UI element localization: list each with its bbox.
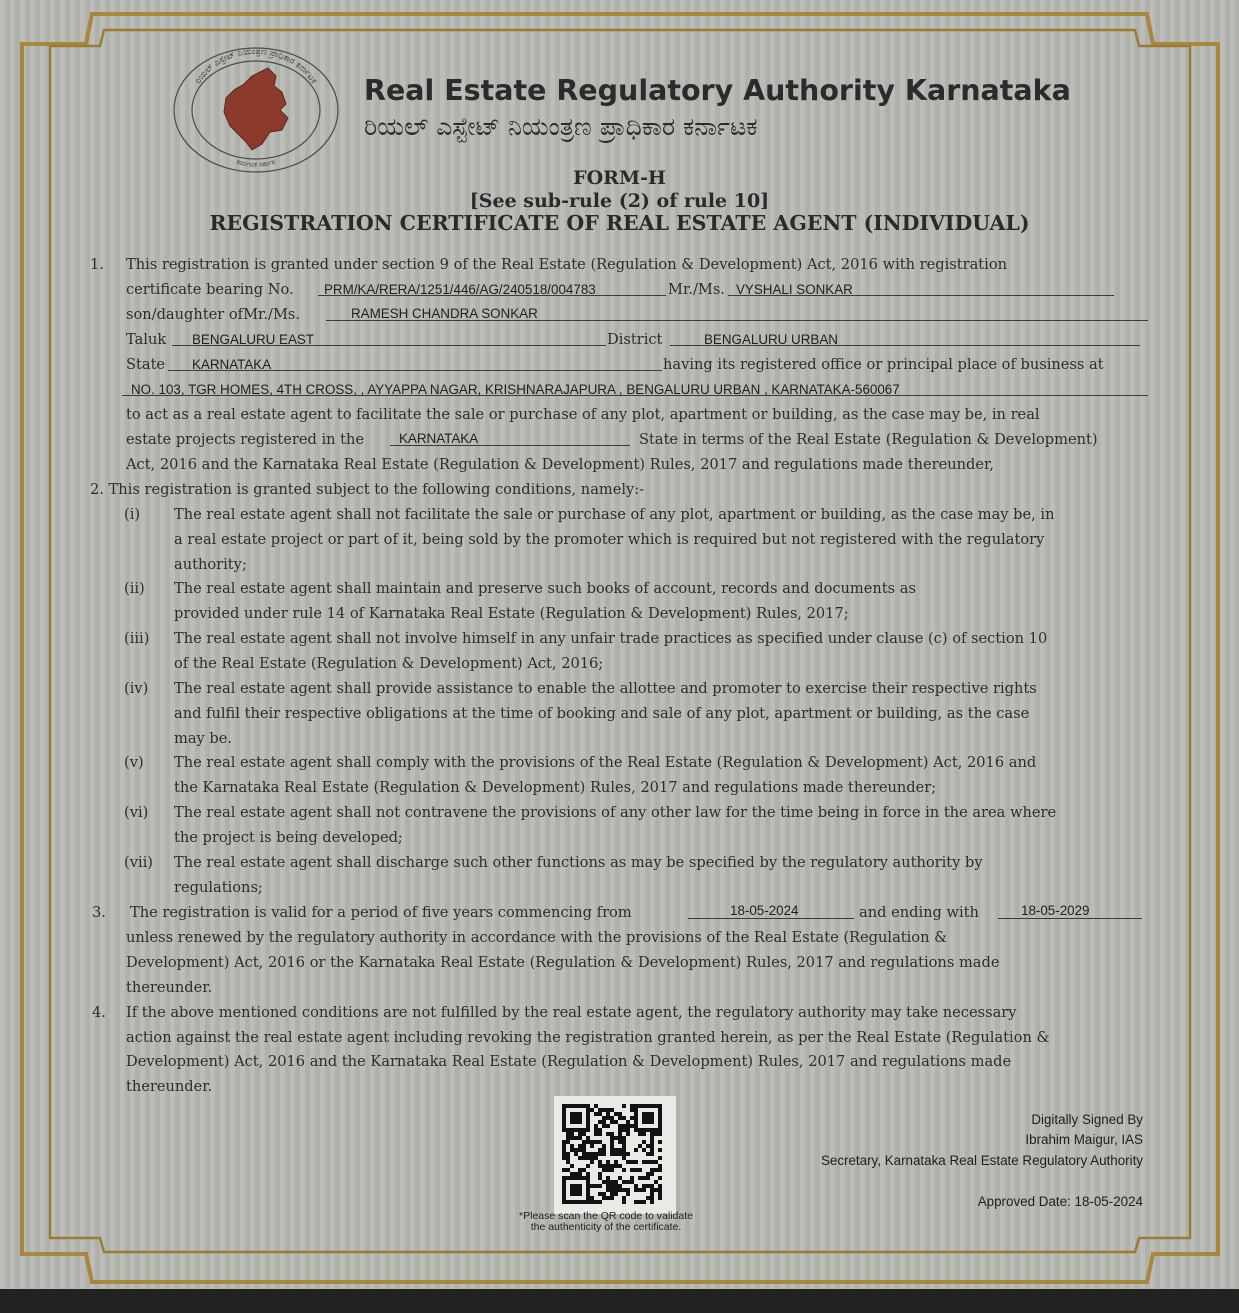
condition-iv-number: (iv) (124, 680, 149, 697)
condition-vi-line-1: The real estate agent shall not contravene the provisions of any other law for the time being in force in the area where (174, 804, 1057, 821)
project-state-value: KARNATAKA (399, 431, 479, 446)
mr-ms-label: Mr./Ms. (668, 281, 725, 298)
parent-name-value: RAMESH CHANDRA SONKAR (351, 306, 538, 321)
clause-3-number: 3. (92, 904, 106, 921)
clause-1-line-7b: State in terms of the Real Estate (Regulation & Development) (639, 431, 1098, 448)
clause-1-line-6: to act as a real estate agent to facilitate the sale or purchase of any plot, apartment or building, as the case may be, in real (126, 406, 1040, 423)
district-value: BENGALURU URBAN (704, 332, 838, 347)
condition-vii-line-1: The real estate agent shall discharge such other functions as may be specified by the regulatory authority by (174, 854, 983, 871)
authority-title-english: Real Estate Regulatory Authority Karnataka (364, 74, 1071, 107)
signature-line-1: Digitally Signed By (1031, 1112, 1143, 1127)
condition-v-line-1: The real estate agent shall comply with the provisions of the Real Estate (Regulation & Development) Act, 2016 and (174, 754, 1037, 771)
seal-ring-top-text: ರಿಯಲ್ ಎಸ್ಟೇಟ್ ನಿಯಂತ್ರಣ ಪ್ರಾಧಿಕಾರ ಕರ್ನಾಟಕ (193, 46, 319, 86)
authority-title-kannada: ರಿಯಲ್ ಎಸ್ಟೇಟ್ ನಿಯಂತ್ರಣ ಪ್ರಾಧಿಕಾರ ಕರ್ನಾಟಕ (364, 112, 758, 141)
clause-1-line-1: This registration is granted under section 9 of the Real Estate (Regulation & Development) Act, 2016 with registration (126, 256, 1008, 273)
condition-ii-line-1: The real estate agent shall maintain and preserve such books of account, records and documents as (174, 580, 916, 597)
qr-note-line-1: *Please scan the QR code to validate (519, 1210, 693, 1222)
condition-iv-line-3: may be. (174, 730, 233, 747)
form-name: FORM-H (573, 167, 666, 189)
valid-from-value: 18-05-2024 (730, 903, 799, 918)
clause-3-line-3: Development) Act, 2016 or the Karnataka Real Estate (Regulation & Development) Rules, 2017 and regulations made (126, 954, 1000, 971)
clause-4-line-2: action against the real estate agent including revoking the registration granted herein, as per the Real Estate (Regulation & (126, 1029, 1050, 1046)
qr-note-line-2: the authenticity of the certificate. (530, 1221, 682, 1233)
certificate-title: REGISTRATION CERTIFICATE OF REAL ESTATE AGENT (INDIVIDUAL) (209, 211, 1030, 235)
approved-date: Approved Date: 18-05-2024 (977, 1194, 1143, 1209)
condition-vii-line-2: regulations; (174, 879, 263, 896)
condition-vi-line-2: the project is being developed; (174, 829, 403, 846)
condition-iv-line-2: and fulfil their respective obligations at the time of booking and sale of any plot, apartment or building, as the case (174, 705, 1030, 722)
condition-iv-line-1: The real estate agent shall provide assistance to enable the allottee and promoter to exercise their respective rights (174, 680, 1037, 697)
clause-1-number: 1. (90, 256, 104, 273)
district-label: District (607, 331, 663, 348)
condition-iii-number: (iii) (124, 630, 150, 647)
condition-i-line-3: authority; (174, 556, 247, 573)
condition-vii-number: (vii) (124, 854, 153, 871)
clause-4-line-1: If the above mentioned conditions are not fulfilled by the real estate agent, the regulatory authority may take necessary (126, 1004, 1017, 1021)
condition-vi-number: (vi) (124, 804, 149, 821)
valid-to-value: 18-05-2029 (1021, 903, 1090, 918)
certificate-no-label: certificate bearing No. (126, 281, 294, 298)
signature-line-2: Ibrahim Maigur, IAS (1025, 1132, 1143, 1147)
clause-3-line-1a: The registration is valid for a period of five years commencing from (130, 904, 632, 921)
form-subrule: [See sub-rule (2) of rule 10] (469, 190, 770, 212)
parent-label: son/daughter ofMr./Ms. (126, 306, 301, 323)
certificate-no-value: PRM/KA/RERA/1251/446/AG/240518/004783 (324, 282, 596, 297)
clause-4-number: 4. (92, 1004, 106, 1021)
condition-ii-number: (ii) (124, 580, 145, 597)
qr-code-icon[interactable] (554, 1096, 676, 1214)
condition-i-line-1: The real estate agent shall not facilitate the sale or purchase of any plot, apartment or building, as the case may be, in (174, 506, 1055, 523)
condition-iii-line-1: The real estate agent shall not involve himself in any unfair trade practices as specified under clause (c) of section 10 (174, 630, 1048, 647)
clause-4-line-3: Development) Act, 2016 and the Karnataka Real Estate (Regulation & Development) Rules, 2017 and regulations made (126, 1053, 1012, 1070)
seal-ring-bottom-text: ಕರ್ನಾಟಕ ಸರ್ಕಾರ (235, 157, 277, 169)
qr-code-container[interactable] (554, 1096, 676, 1214)
qr-note (500, 1211, 712, 1233)
bottom-bar (0, 1289, 1239, 1313)
clause-2-intro: 2. This registration is granted subject to the following conditions, namely:- (90, 481, 645, 498)
signature-line-3: Secretary, Karnataka Real Estate Regulatory Authority (820, 1153, 1143, 1168)
state-label: State (126, 356, 166, 373)
clause-3-line-4: thereunder. (126, 979, 213, 996)
condition-v-line-2: the Karnataka Real Estate (Regulation & Development) Rules, 2017 and regulations made thereunder; (174, 779, 937, 796)
clause-1-line-7a: estate projects registered in the (126, 431, 365, 448)
condition-ii-line-2: provided under rule 14 of Karnataka Real Estate (Regulation & Development) Rules, 2017; (174, 605, 849, 622)
clause-1-line-8: Act, 2016 and the Karnataka Real Estate (Regulation & Development) Rules, 2017 and regulations made thereunder, (126, 456, 994, 473)
condition-v-number: (v) (124, 754, 144, 771)
condition-i-line-2: a real estate project or part of it, being sold by the promoter which is required but not registered with the regulatory (174, 531, 1045, 548)
clause-3-line-2: unless renewed by the regulatory authority in accordance with the provisions of the Real Estate (Regulation & (126, 929, 948, 946)
state-value: KARNATAKA (192, 357, 272, 372)
rera-karnataka-seal (172, 46, 340, 174)
registered-office-label: having its registered office or principal place of business at (663, 356, 1104, 373)
taluk-value: BENGALURU EAST (192, 332, 315, 347)
taluk-label: Taluk (126, 331, 167, 348)
clause-4-line-4: thereunder. (126, 1078, 213, 1095)
address-value: NO. 103, TGR HOMES, 4TH CROSS, , AYYAPPA NAGAR, KRISHNARAJAPURA , BENGALURU URBAN , KARNATAKA-560067 (131, 382, 900, 397)
agent-name-value: VYSHALI SONKAR (736, 282, 853, 297)
clause-3-line-1b: and ending with (859, 904, 979, 921)
karnataka-map-icon (224, 68, 288, 150)
condition-iii-line-2: of the Real Estate (Regulation & Development) Act, 2016; (174, 655, 604, 672)
condition-i-number: (i) (124, 506, 141, 523)
